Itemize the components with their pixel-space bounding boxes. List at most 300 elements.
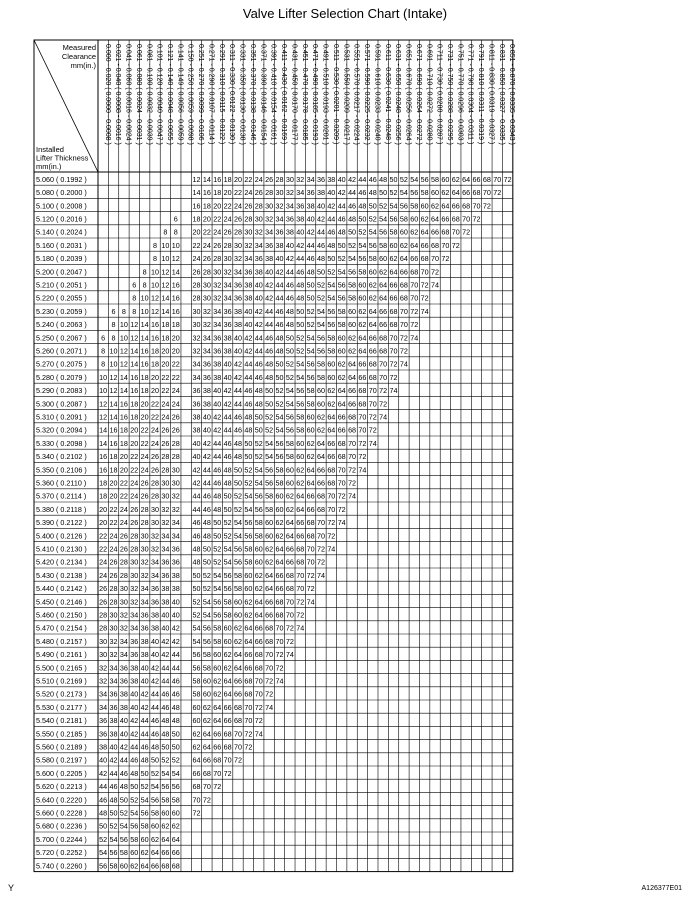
lifter-size-cell: 48 [244,412,253,422]
thickness-header-label: mm(in.) [36,162,62,171]
lifter-size-cell: 40 [171,597,180,607]
lifter-size-cell: 50 [151,755,160,765]
lifter-size-cell: 66 [306,504,315,514]
lifter-size-cell: 74 [368,438,377,448]
lifter-size-cell: 48 [265,359,274,369]
lifter-size-cell: 58 [202,650,211,660]
lifter-size-cell: 62 [161,821,170,831]
lifter-size-cell: 62 [410,227,419,237]
lifter-size-cell: 68 [171,861,180,871]
lifter-size-cell: 38 [327,174,336,184]
lifter-size-cell: 66 [316,478,325,488]
lifter-size-cell: 52 [202,570,211,580]
lifter-size-cell: 14 [109,412,118,422]
lifter-size-cell: 60 [306,425,315,435]
lifter-size-cell: 34 [233,267,242,277]
lifter-size-cell: 62 [223,650,232,660]
lifter-size-cell: 36 [275,227,284,237]
lifter-size-cell: 34 [109,663,118,673]
lifter-size-cell: 30 [151,504,160,514]
lifter-size-cell: 72 [420,293,429,303]
lifter-size-cell: 42 [285,254,294,264]
clearance-column-header: 0.591 - 0.610 ( 0.0233 - 0.0240 ) [373,44,381,145]
thickness-row-label: 5.080 ( 0.2000 ) [36,188,87,198]
lifter-size-cell: 66 [327,438,336,448]
lifter-size-cell: 42 [244,346,253,356]
lifter-size-cell: 16 [151,320,160,330]
lifter-size-cell: 50 [202,544,211,554]
lifter-size-cell: 56 [265,478,274,488]
lifter-size-cell: 16 [202,188,211,198]
lifter-size-cell: 48 [192,544,201,554]
lifter-size-cell: 64 [389,267,398,277]
lifter-size-cell: 66 [275,584,284,594]
lifter-size-cell: 22 [192,240,201,250]
lifter-size-cell: 66 [441,214,450,224]
lifter-size-cell: 74 [327,544,336,554]
lifter-size-cell: 42 [244,333,253,343]
lifter-size-cell: 44 [151,702,160,712]
lifter-size-cell: 64 [306,478,315,488]
lifter-size-cell: 24 [109,544,118,554]
lifter-size-cell: 46 [161,689,170,699]
lifter-size-cell: 38 [213,359,222,369]
lifter-size-cell: 30 [161,491,170,501]
lifter-size-cell: 62 [151,834,160,844]
lifter-size-cell: 18 [130,399,139,409]
lifter-size-cell: 10 [99,372,108,382]
lifter-size-cell: 62 [368,280,377,290]
lifter-size-cell: 72 [379,399,388,409]
lifter-size-cell: 64 [337,386,346,396]
lifter-size-cell: 54 [389,201,398,211]
thickness-header-label: Installed [36,145,64,154]
lifter-size-cell: 42 [275,267,284,277]
lifter-size-cell: 50 [171,729,180,739]
lifter-size-cell: 46 [244,386,253,396]
lifter-size-cell: 52 [233,491,242,501]
lifter-size-cell: 72 [358,452,367,462]
lifter-size-cell: 48 [296,293,305,303]
lifter-size-cell: 44 [202,478,211,488]
lifter-size-cell: 28 [99,623,108,633]
lifter-size-cell: 62 [368,293,377,303]
lifter-size-cell: 28 [130,544,139,554]
lifter-size-cell: 50 [389,174,398,184]
lifter-size-cell: 66 [192,768,201,778]
lifter-size-cell: 64 [316,438,325,448]
lifter-size-cell: 66 [399,267,408,277]
lifter-size-cell: 40 [130,702,139,712]
lifter-size-cell: 68 [213,755,222,765]
lifter-size-cell: 62 [140,848,149,858]
lifter-size-cell: 64 [244,623,253,633]
lifter-size-cell: 24 [202,240,211,250]
lifter-size-cell: 62 [389,254,398,264]
lifter-size-cell: 28 [140,518,149,528]
lifter-size-cell: 70 [306,544,315,554]
lifter-size-cell: 22 [202,227,211,237]
lifter-size-cell: 66 [233,689,242,699]
lifter-size-cell: 12 [109,386,118,396]
lifter-size-cell: 68 [223,729,232,739]
lifter-size-cell: 54 [244,491,253,501]
lifter-size-cell: 20 [140,399,149,409]
lifter-size-cell: 26 [202,254,211,264]
lifter-size-cell: 68 [254,663,263,673]
lifter-size-cell: 68 [233,716,242,726]
lifter-size-cell: 50 [213,518,222,528]
lifter-size-cell: 48 [213,504,222,514]
lifter-size-cell: 48 [223,465,232,475]
lifter-size-cell: 20 [233,174,242,184]
lifter-size-cell: 56 [296,386,305,396]
lifter-size-cell: 50 [254,412,263,422]
lifter-size-cell: 50 [119,795,128,805]
lifter-size-cell: 54 [368,227,377,237]
lifter-size-cell: 64 [337,399,346,409]
lifter-size-cell: 68 [233,702,242,712]
lifter-size-cell: 60 [140,834,149,844]
lifter-size-cell: 60 [213,663,222,673]
lifter-size-cell: 56 [161,782,170,792]
lifter-size-cell: 36 [171,557,180,567]
lifter-size-cell: 24 [119,504,128,514]
lifter-size-cell: 44 [254,346,263,356]
lifter-size-cell: 40 [161,610,170,620]
lifter-size-cell: 8 [132,293,137,303]
lifter-size-cell: 58 [285,438,294,448]
thickness-row-label: 5.400 ( 0.2126 ) [36,531,87,541]
lifter-size-cell: 10 [119,320,128,330]
lifter-size-cell: 22 [109,504,118,514]
lifter-size-cell: 68 [296,557,305,567]
thickness-row-label: 5.720 ( 0.2252 ) [36,848,87,858]
lifter-size-cell: 20 [140,412,149,422]
lifter-size-cell: 50 [316,267,325,277]
lifter-size-cell: 52 [151,768,160,778]
lifter-size-cell: 54 [233,518,242,528]
lifter-size-cell: 26 [130,504,139,514]
lifter-size-cell: 26 [233,214,242,224]
clearance-column-header: 0.371 - 0.390 ( 0.0146 - 0.0154 ) [259,44,267,145]
lifter-size-cell: 60 [244,570,253,580]
lifter-size-cell: 54 [327,280,336,290]
lifter-size-cell: 56 [202,636,211,646]
lifter-size-cell: 38 [171,584,180,594]
thickness-row-label: 5.300 ( 0.2087 ) [36,399,87,409]
lifter-size-cell: 70 [472,201,481,211]
lifter-size-cell: 60 [244,584,253,594]
figure-id: A126377E01 [641,885,682,892]
lifter-size-cell: 12 [161,267,170,277]
lifter-size-cell: 46 [275,306,284,316]
lifter-size-cell: 34 [223,293,232,303]
lifter-size-cell: 58 [223,610,232,620]
lifter-size-cell: 46 [316,240,325,250]
lifter-size-cell: 74 [285,650,294,660]
lifter-size-cell: 36 [140,610,149,620]
lifter-size-cell: 34 [213,306,222,316]
lifter-size-cell: 22 [109,518,118,528]
thickness-header-label: Lifter Thickness [36,153,89,163]
lifter-size-cell: 60 [223,623,232,633]
lifter-size-cell: 14 [161,293,170,303]
lifter-size-cell: 52 [348,240,357,250]
thickness-row-label: 5.120 ( 0.2016 ) [36,214,87,224]
lifter-size-cell: 70 [368,386,377,396]
lifter-size-cell: 36 [119,663,128,673]
lifter-size-cell: 10 [119,333,128,343]
thickness-row-label: 5.210 ( 0.2051 ) [36,280,87,290]
lifter-size-cell: 58 [368,254,377,264]
lifter-size-cell: 46 [99,795,108,805]
lifter-size-cell: 40 [254,280,263,290]
lifter-size-cell: 66 [171,848,180,858]
lifter-size-cell: 10 [109,359,118,369]
lifter-size-cell: 20 [171,346,180,356]
lifter-size-cell: 12 [192,174,201,184]
lifter-size-cell: 34 [213,320,222,330]
lifter-size-cell: 32 [99,676,108,686]
lifter-size-cell: 74 [316,570,325,580]
thickness-row-label: 5.660 ( 0.2228 ) [36,808,87,818]
lifter-size-cell: 20 [202,214,211,224]
lifter-size-cell: 18 [140,386,149,396]
lifter-size-cell: 68 [306,531,315,541]
lifter-size-cell: 52 [213,557,222,567]
lifter-size-cell: 40 [316,201,325,211]
lifter-size-cell: 44 [358,174,367,184]
lifter-size-cell: 44 [265,306,274,316]
lifter-size-cell: 26 [244,201,253,211]
lifter-size-cell: 16 [140,346,149,356]
lifter-size-cell: 64 [462,174,471,184]
lifter-size-cell: 64 [285,518,294,528]
lifter-size-cell: 58 [275,478,284,488]
lifter-size-cell: 50 [306,293,315,303]
lifter-size-cell: 22 [119,491,128,501]
lifter-size-cell: 54 [151,782,160,792]
lifter-size-cell: 50 [265,399,274,409]
lifter-size-cell: 38 [265,254,274,264]
lifter-size-cell: 62 [254,584,263,594]
lifter-size-cell: 14 [119,372,128,382]
lifter-size-cell: 38 [140,636,149,646]
lifter-size-cell: 62 [337,359,346,369]
lifter-size-cell: 44 [254,333,263,343]
lifter-size-cell: 44 [327,214,336,224]
lifter-size-cell: 38 [109,716,118,726]
lifter-size-cell: 36 [192,386,201,396]
lifter-size-cell: 58 [431,174,440,184]
lifter-size-cell: 48 [265,372,274,382]
lifter-size-cell: 24 [254,174,263,184]
lifter-size-cell: 54 [348,254,357,264]
lifter-size-cell: 28 [223,240,232,250]
lifter-size-cell: 62 [431,201,440,211]
lifter-size-cell: 66 [462,188,471,198]
clearance-header-label: mm(in.) [70,61,96,70]
lifter-size-cell: 62 [348,346,357,356]
lifter-size-cell: 38 [140,650,149,660]
lifter-size-cell: 34 [275,214,284,224]
lifter-size-cell: 74 [296,623,305,633]
lifter-size-cell: 64 [399,254,408,264]
lifter-size-cell: 6 [101,333,106,343]
lifter-size-cell: 54 [109,834,118,844]
lifter-size-cell: 72 [389,359,398,369]
lifter-size-cell: 70 [213,768,222,778]
lifter-size-cell: 52 [233,504,242,514]
lifter-size-cell: 44 [192,491,201,501]
lifter-size-cell: 38 [316,188,325,198]
lifter-size-cell: 36 [99,716,108,726]
lifter-size-cell: 30 [99,636,108,646]
lifter-size-cell: 40 [285,240,294,250]
lifter-size-cell: 40 [306,214,315,224]
lifter-size-cell: 30 [151,518,160,528]
lifter-size-cell: 54 [275,425,284,435]
lifter-size-cell: 62 [265,544,274,554]
lifter-size-cell: 56 [223,584,232,594]
lifter-size-cell: 72 [431,267,440,277]
lifter-size-cell: 42 [140,689,149,699]
lifter-size-cell: 66 [327,452,336,462]
lifter-size-cell: 52 [109,821,118,831]
lifter-size-cell: 52 [265,412,274,422]
lifter-size-cell: 66 [244,650,253,660]
lifter-size-cell: 44 [223,425,232,435]
lifter-size-cell: 46 [119,768,128,778]
lifter-size-cell: 18 [130,412,139,422]
lifter-size-cell: 42 [99,768,108,778]
lifter-size-cell: 72 [296,597,305,607]
lifter-size-cell: 66 [223,702,232,712]
lifter-size-cell: 16 [99,452,108,462]
lifter-size-cell: 64 [379,280,388,290]
lifter-size-cell: 42 [130,716,139,726]
lifter-size-cell: 70 [358,425,367,435]
lifter-size-cell: 24 [233,201,242,211]
lifter-size-cell: 12 [161,280,170,290]
lifter-size-cell: 30 [130,570,139,580]
lifter-size-cell: 58 [119,848,128,858]
lifter-size-cell: 10 [109,346,118,356]
lifter-size-cell: 52 [296,333,305,343]
lifter-size-cell: 40 [202,425,211,435]
lifter-size-cell: 58 [296,412,305,422]
lifter-size-cell: 46 [202,504,211,514]
lifter-size-cell: 46 [306,254,315,264]
lifter-size-cell: 68 [368,359,377,369]
clearance-column-header: 0.391 - 0.410 ( 0.0154 - 0.0161 ) [269,44,277,145]
lifter-size-cell: 64 [285,531,294,541]
thickness-row-label: 5.580 ( 0.2197 ) [36,755,87,765]
lifter-size-cell: 66 [223,716,232,726]
lifter-size-cell: 34 [161,531,170,541]
lifter-size-cell: 22 [171,372,180,382]
lifter-size-cell: 56 [171,782,180,792]
lifter-size-cell: 36 [213,346,222,356]
lifter-size-cell: 30 [119,584,128,594]
lifter-size-cell: 24 [140,465,149,475]
lifter-size-cell: 48 [254,386,263,396]
lifter-size-cell: 40 [275,254,284,264]
lifter-size-cell: 42 [306,227,315,237]
lifter-size-cell: 32 [161,504,170,514]
lifter-size-cell: 44 [306,240,315,250]
lifter-size-cell: 70 [223,755,232,765]
lifter-size-cell: 66 [254,636,263,646]
lifter-size-cell: 20 [99,504,108,514]
lifter-size-cell: 58 [171,795,180,805]
lifter-size-cell: 26 [161,425,170,435]
lifter-size-cell: 52 [379,201,388,211]
lifter-size-cell: 58 [233,570,242,580]
lifter-size-cell: 68 [202,768,211,778]
lifter-size-cell: 28 [161,452,170,462]
thickness-row-label: 5.600 ( 0.2205 ) [36,768,87,778]
lifter-size-cell: 28 [109,584,118,594]
lifter-size-cell: 46 [358,188,367,198]
lifter-size-cell: 60 [161,808,170,818]
lifter-size-cell: 64 [213,702,222,712]
lifter-size-cell: 22 [213,214,222,224]
lifter-size-cell: 36 [233,293,242,303]
lifter-size-cell: 14 [161,306,170,316]
lifter-size-cell: 68 [265,623,274,633]
lifter-size-cell: 60 [151,821,160,831]
lifter-size-cell: 14 [202,174,211,184]
lifter-size-cell: 56 [379,227,388,237]
lifter-size-cell: 38 [296,214,305,224]
lifter-size-cell: 52 [285,372,294,382]
lifter-size-cell: 52 [161,755,170,765]
lifter-size-cell: 58 [379,240,388,250]
lifter-size-cell: 34 [161,544,170,554]
lifter-size-cell: 58 [316,372,325,382]
lifter-size-cell: 68 [410,267,419,277]
lifter-size-cell: 28 [202,267,211,277]
lifter-size-cell: 30 [233,240,242,250]
lifter-size-cell: 36 [109,702,118,712]
lifter-size-cell: 48 [171,716,180,726]
lifter-size-cell: 50 [306,280,315,290]
lifter-size-cell: 54 [213,570,222,580]
lifter-size-cell: 72 [472,214,481,224]
lifter-size-cell: 56 [151,795,160,805]
lifter-size-cell: 50 [296,306,305,316]
lifter-size-cell: 54 [254,465,263,475]
lifter-size-cell: 52 [306,306,315,316]
lifter-size-cell: 12 [171,254,180,264]
lifter-size-cell: 50 [275,359,284,369]
lifter-size-cell: 54 [327,293,336,303]
lifter-size-cell: 44 [348,188,357,198]
lifter-size-cell: 46 [140,742,149,752]
lifter-size-cell: 26 [223,227,232,237]
lifter-size-cell: 72 [275,650,284,660]
lifter-size-cell: 62 [316,412,325,422]
lifter-size-cell: 46 [151,729,160,739]
thickness-row-label: 5.450 ( 0.2146 ) [36,597,87,607]
lifter-size-cell: 58 [285,452,294,462]
lifter-size-cell: 28 [171,438,180,448]
lifter-size-cell: 66 [265,610,274,620]
lifter-size-cell: 66 [285,557,294,567]
lifter-size-cell: 32 [202,306,211,316]
